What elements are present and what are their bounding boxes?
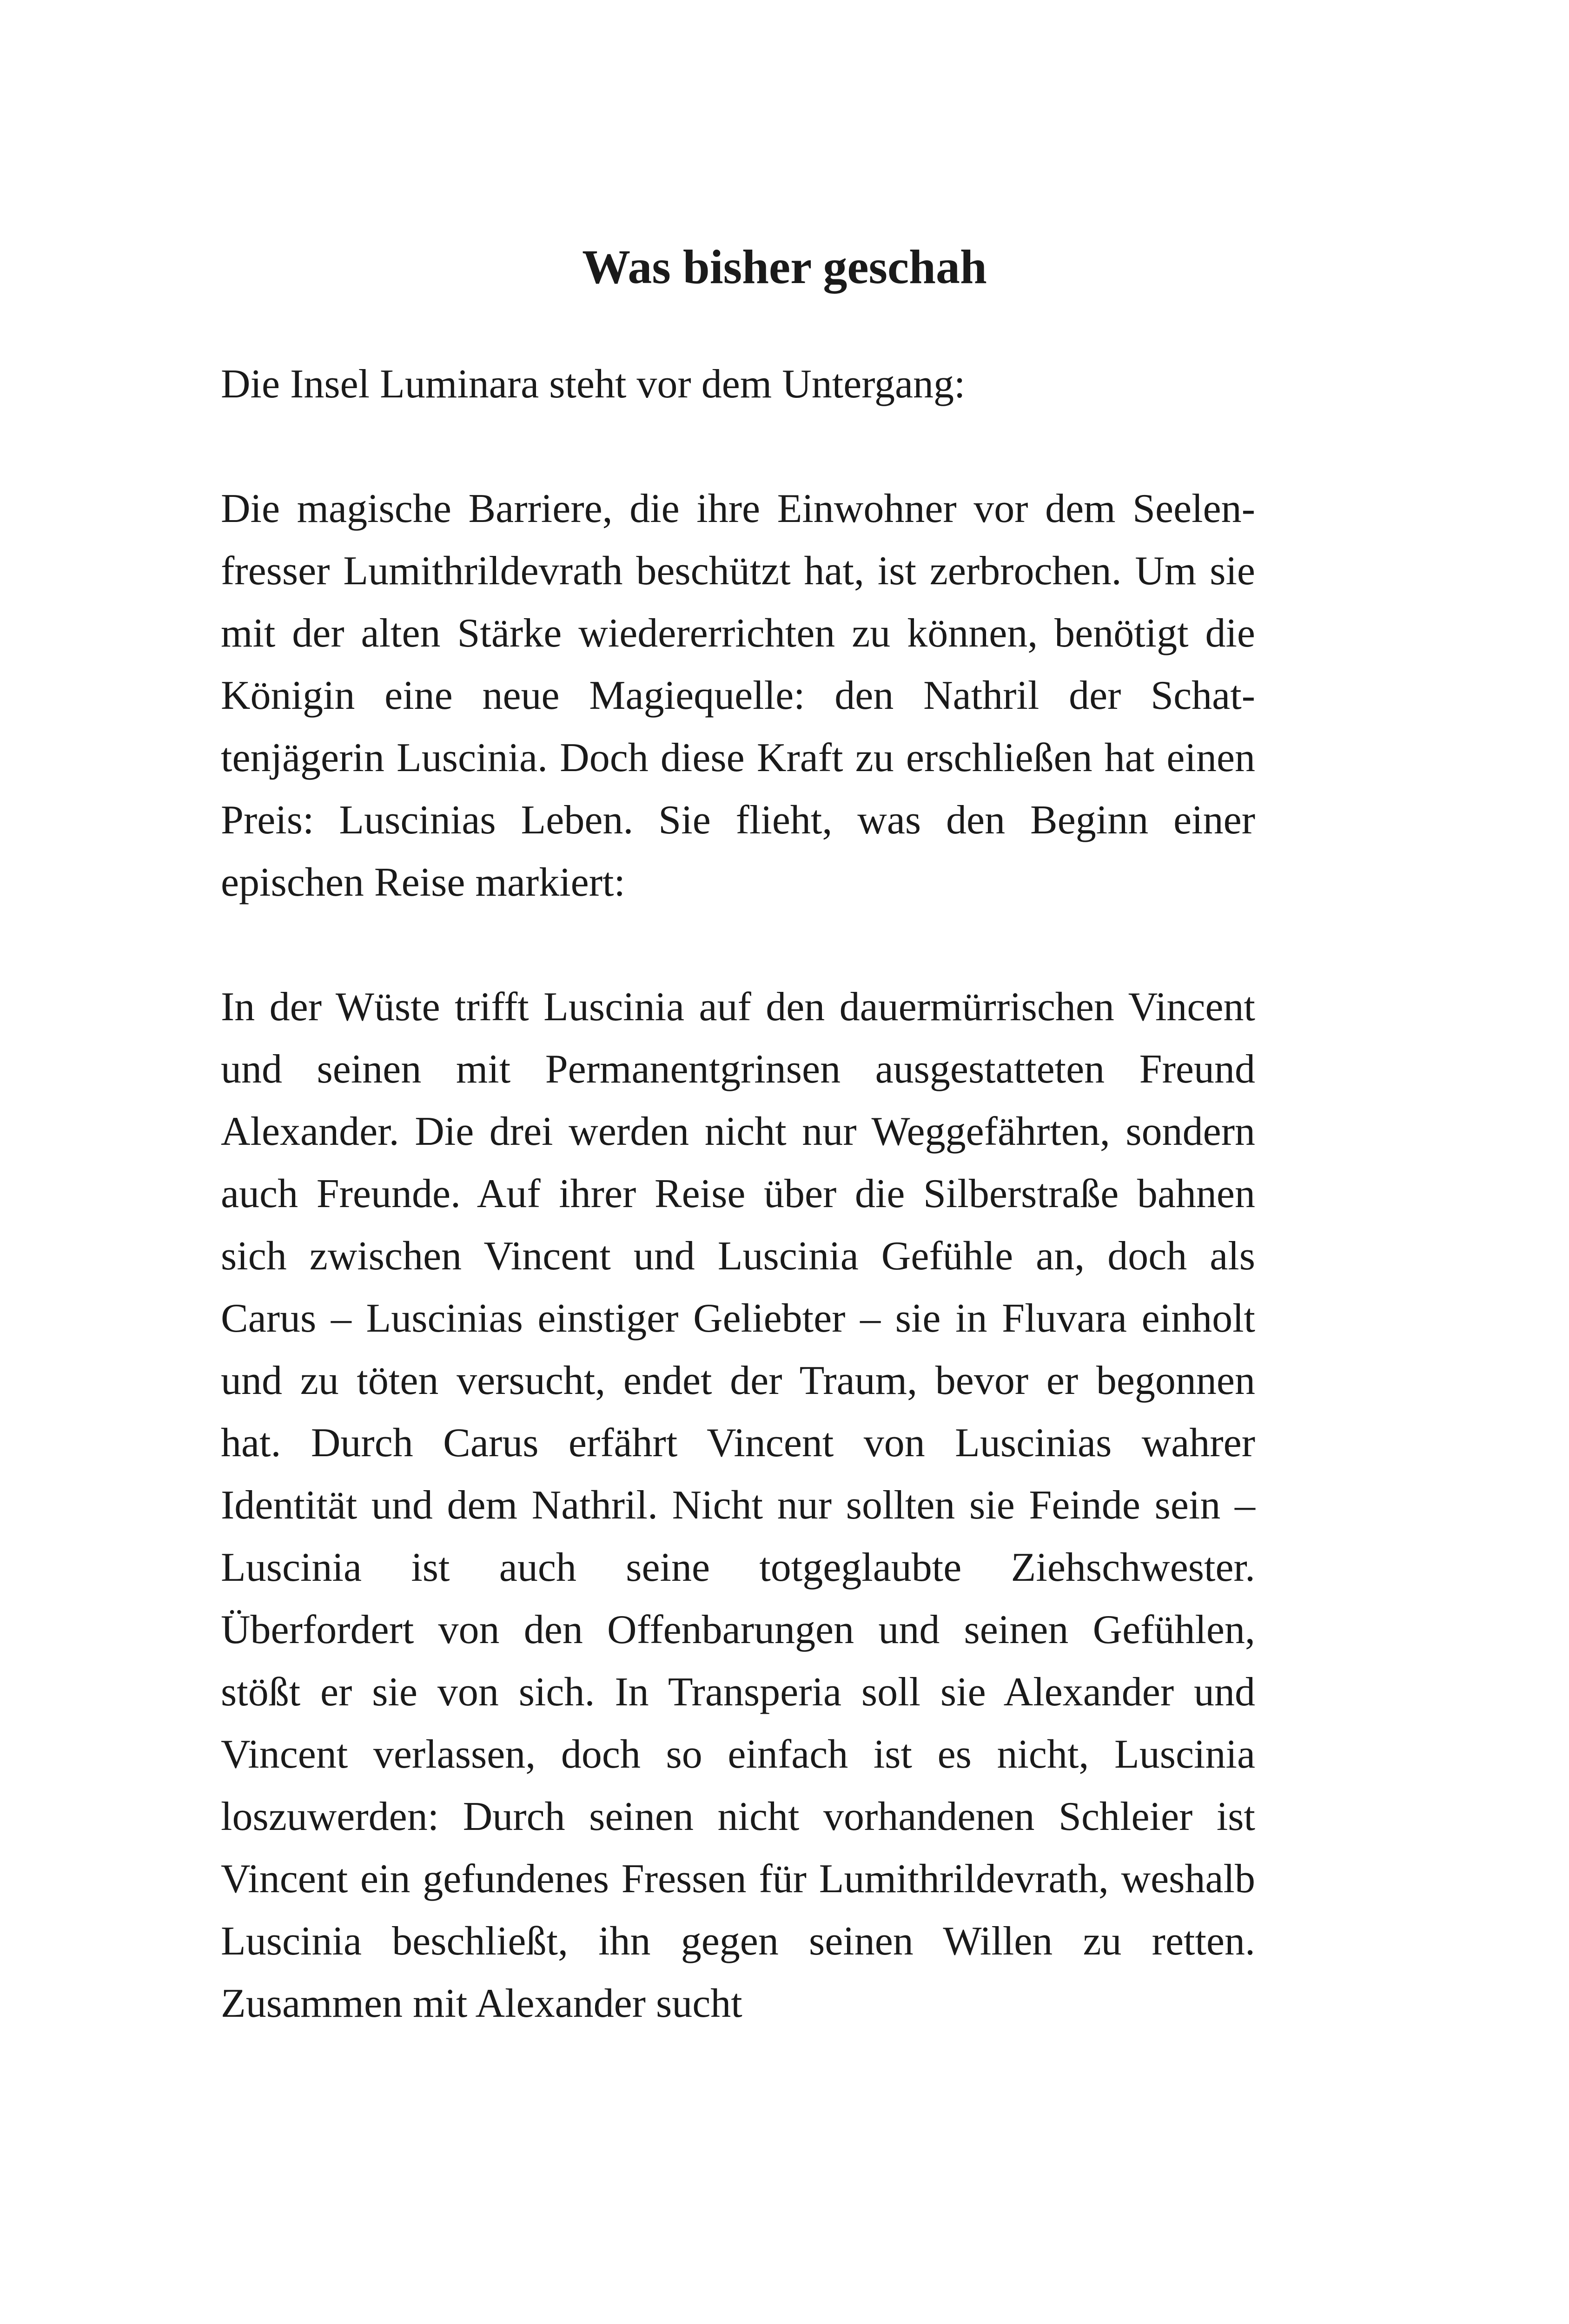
paragraph-gap: [221, 914, 1255, 976]
paragraph-journey: In der Wüste trifft Luscinia auf den dauermürrischen Vincent und seinen mit Permanentgrinsen ausgestatteten Freund Alexander. Die drei werden nicht nur Weggefährten, sondern auch Freunde. Auf ihrer Reise über die Silberstraße bahnen sich zwischen Vincent und Luscinia Gefühle an, doch als Carus – Luscinias einstiger Geliebter – sie in Fluvara einholt und zu töten versucht, endet der Traum, bevor er begonnen hat. Durch Carus erfährt Vincent von Luscinias wahrer Identität und dem Nathril. Nicht nur sollten sie Feinde sein – Luscinia ist auch seine totgeglaubte Ziehschwester. Überfordert von den Offenbarungen und seinen Gefühlen, stößt er sie von sich. In Transperia soll sie Alexander und Vincent verlassen, doch so einfach ist es nicht, Luscinia loszuwerden: Durch seinen nicht vorhandenen Schleier ist Vincent ein gefundenes Fressen für Lumithrildevrath, weshalb Luscinia beschließt, ihn gegen seinen Willen zu retten. Zusammen mit Alexander sucht: [221, 984, 1255, 2026]
paragraph-gap: [221, 416, 1255, 478]
paragraph-intro: Die Insel Luminara steht vor dem Untergang:: [221, 362, 966, 407]
chapter-title: Was bisher geschah: [582, 240, 987, 294]
paragraph-barrier: Die magische Barriere, die ihre Einwohner vor dem Seelenfresser Lumithrildevrath beschützt hat, ist zerbrochen. Um sie mit der alten Stärke wiedererrichten zu können, benötigt die Königin eine neue Magiequelle: den Nathril der Schattenjägerin Luscinia. Doch diese Kraft zu erschließen hat einen Preis: Luscinias Leben. Sie flieht, was den Beginn einer epischen Reise markiert:: [221, 486, 1255, 905]
page-body: [221, 353, 1255, 2035]
